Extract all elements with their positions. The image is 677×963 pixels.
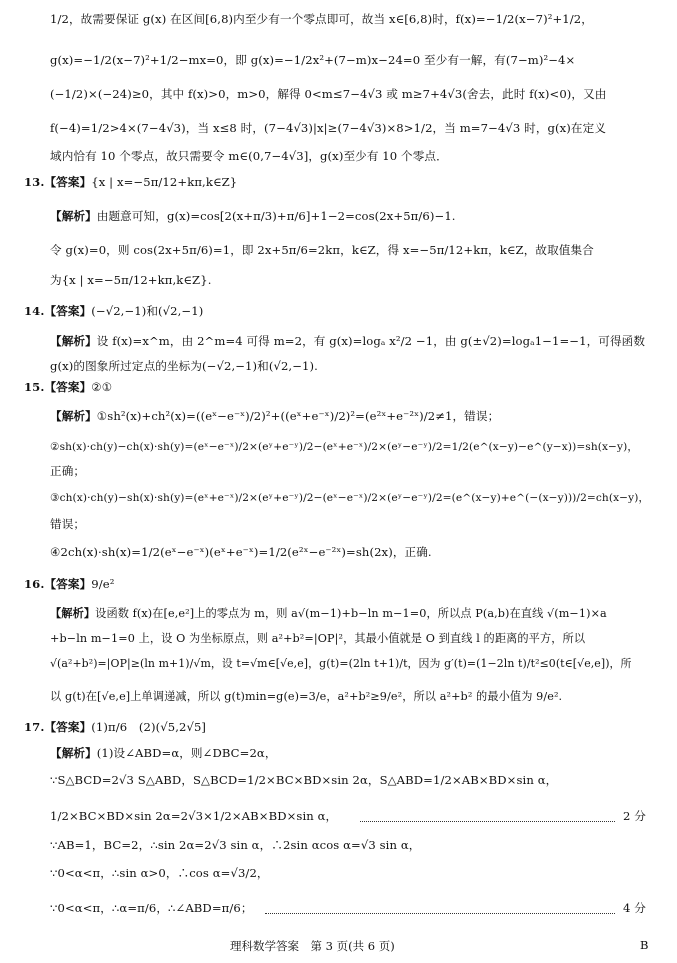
analysis-text: 由题意可知，g(x)=cos[2(x+π/3)+π/6]+1−2=cos(2x+5π/6)−1.: [96, 209, 456, 223]
text-line: 为{x | x=−5π/12+kπ,k∈Z}.: [50, 273, 212, 287]
q15-analysis-line: [50, 409, 499, 424]
analysis-text: 设函数 f(x)在[e,e²]上的零点为 m，则 a√(m−1)+b−ln m−1=0，所以点 P(a,b)在直线 √(m−1)×a: [95, 607, 607, 620]
analysis-text: (1)设∠ABD=α，则∠DBC=2α，: [96, 746, 277, 760]
score-label: 2 分: [623, 809, 646, 823]
analysis-tag: 【解析】: [50, 209, 97, 223]
text-line: ②sh(x)·ch(y)−ch(x)·sh(y)=(eˣ−e⁻ˣ)/2×(eʸ+e⁻ʸ)/2−(eˣ+e⁻ˣ)/2×(eʸ−e⁻ʸ)/2=1/2(e^(x−y)−e^(y−x))=sh(x−y)，: [50, 441, 639, 453]
question-number: 17.: [24, 720, 45, 734]
text-line: 正确；: [50, 464, 86, 478]
text-line: g(x)=−1/2(x−7)²+1/2−mx=0，即 g(x)=−1/2x²+(7−m)x−24=0 至少有一解，有(7−m)²−4×: [50, 53, 576, 67]
text-line: +b−ln m−1=0 上，设 O 为坐标原点，则 a²+b²=|OP|²，其最小值就是 O 到直线 l 的距离的平方，所以: [50, 632, 586, 645]
question-number: 16.: [24, 577, 45, 591]
answer-text: {x | x=−5π/12+kπ,k∈Z}: [91, 175, 238, 189]
text-line: ③ch(x)·ch(y)−sh(x)·sh(y)=(eˣ+e⁻ˣ)/2×(eʸ+e⁻ʸ)/2−(eˣ−e⁻ˣ)/2×(eʸ−e⁻ʸ)/2=(e^(x−y)+e^(−(x−y)))/2=ch(x−y)，: [50, 492, 650, 504]
q17-answer-line: [24, 720, 206, 735]
text-line: 1/2×BC×BD×sin 2α=2√3×1/2×AB×BD×sin α，: [50, 809, 338, 823]
answer-text: (1)π/6 (2)(√5,2√5]: [91, 720, 207, 734]
question-number: 13.: [24, 175, 45, 189]
text-line: ∵S△BCD=2√3 S△ABD，S△BCD=1/2×BC×BD×sin 2α，S△ABD=1/2×AB×BD×sin α，: [50, 773, 558, 787]
q13-analysis-line: [50, 209, 456, 224]
q14-answer-line: [24, 304, 203, 319]
text-line: ∵0<α<π，∴α=π/6，∴∠ABD=π/6；: [50, 901, 253, 915]
page-footer: 理科数学答案 第 3 页(共 6 页): [230, 939, 395, 953]
text-line: (−1/2)×(−24)≥0，其中 f(x)>0，m>0，解得 0<m≤7−4√3 或 m≥7+4√3(舍去，此时 f(x)<0)，又由: [50, 87, 607, 101]
text-line: 域内恰有 10 个零点，故只需要令 m∈(0,7−4√3]，g(x)至少有 10 个零点．: [50, 149, 448, 163]
answer-tag: 【答案】: [44, 577, 92, 591]
text-line: f(−4)=1/2>4×(7−4√3)，当 x≤8 时，(7−4√3)|x|≥(7−4√3)×8>1/2，当 m=7−4√3 时，g(x)在定义: [50, 121, 607, 135]
text-line: ④2ch(x)·sh(x)=1/2(eˣ−e⁻ˣ)(eˣ+e⁻ˣ)=1/2(e²ˣ−e⁻²ˣ)=sh(2x)，正确.: [50, 545, 432, 559]
text-line: ∵AB=1，BC=2，∴sin 2α=2√3 sin α，∴2sin αcos α=√3 sin α，: [50, 838, 421, 852]
question-number: 15.: [24, 380, 45, 394]
question-number: 14.: [24, 304, 45, 318]
text-line: g(x)的图象所过定点的坐标为(−√2,−1)和(√2,−1).: [50, 359, 318, 373]
answer-tag: 【答案】: [44, 380, 92, 394]
answer-tag: 【答案】: [44, 304, 92, 318]
answer-text: (−√2,−1)和(√2,−1): [91, 304, 204, 318]
analysis-tag: 【解析】: [50, 606, 96, 620]
analysis-tag: 【解析】: [50, 409, 97, 423]
text-line: ∵0<α<π，∴sin α>0，∴cos α=√3/2，: [50, 866, 269, 880]
answer-text: ②①: [91, 380, 113, 394]
score-label: 4 分: [623, 901, 646, 915]
q17-analysis-line: [50, 746, 277, 761]
q14-analysis-line: [50, 334, 645, 349]
text-line: 令 g(x)=0，则 cos(2x+5π/6)=1，即 2x+5π/6=2kπ，k∈Z，得 x=−5π/12+kπ，k∈Z，故取值集合: [50, 243, 594, 257]
q13-answer-line: [24, 175, 237, 190]
text-line: 以 g(t)在[√e,e]上单调递减，所以 g(t)min=g(e)=3/e，a²+b²≥9/e²，所以 a²+b² 的最小值为 9/e².: [50, 690, 563, 703]
analysis-tag: 【解析】: [50, 746, 97, 760]
text-line: 错误；: [50, 517, 86, 531]
analysis-text: ①sh²(x)+ch²(x)=((eˣ−e⁻ˣ)/2)²+((eˣ+e⁻ˣ)/2)²=(e²ˣ+e⁻²ˣ)/2≠1，错误；: [96, 409, 500, 423]
q15-answer-line: [24, 380, 112, 395]
answer-tag: 【答案】: [44, 175, 92, 189]
dotted-leader: [265, 905, 615, 914]
text-line: 1/2，故需要保证 g(x) 在区间[6,8)内至少有一个零点即可，故当 x∈[6,8)时，f(x)=−1/2(x−7)²+1/2，: [50, 12, 593, 26]
answer-tag: 【答案】: [44, 720, 92, 734]
dotted-leader: [360, 813, 615, 822]
version-label: B: [640, 938, 649, 952]
analysis-tag: 【解析】: [50, 334, 97, 348]
answer-text: 9/e²: [91, 577, 115, 591]
text-line: √(a²+b²)=|OP|≥(ln m+1)/√m，设 t=√m∈[√e,e]，g(t)=(2ln t+1)/t，因为 g′(t)=(1−2ln t)/t²≤0(t∈[√e,e])，所: [50, 657, 632, 670]
analysis-text: 设 f(x)=x^m，由 2^m=4 可得 m=2，有 g(x)=logₐ x²/2 −1，由 g(±√2)=logₐ1−1=−1，可得函数: [96, 334, 646, 348]
q16-analysis-line: [50, 606, 607, 621]
q16-answer-line: [24, 577, 114, 592]
